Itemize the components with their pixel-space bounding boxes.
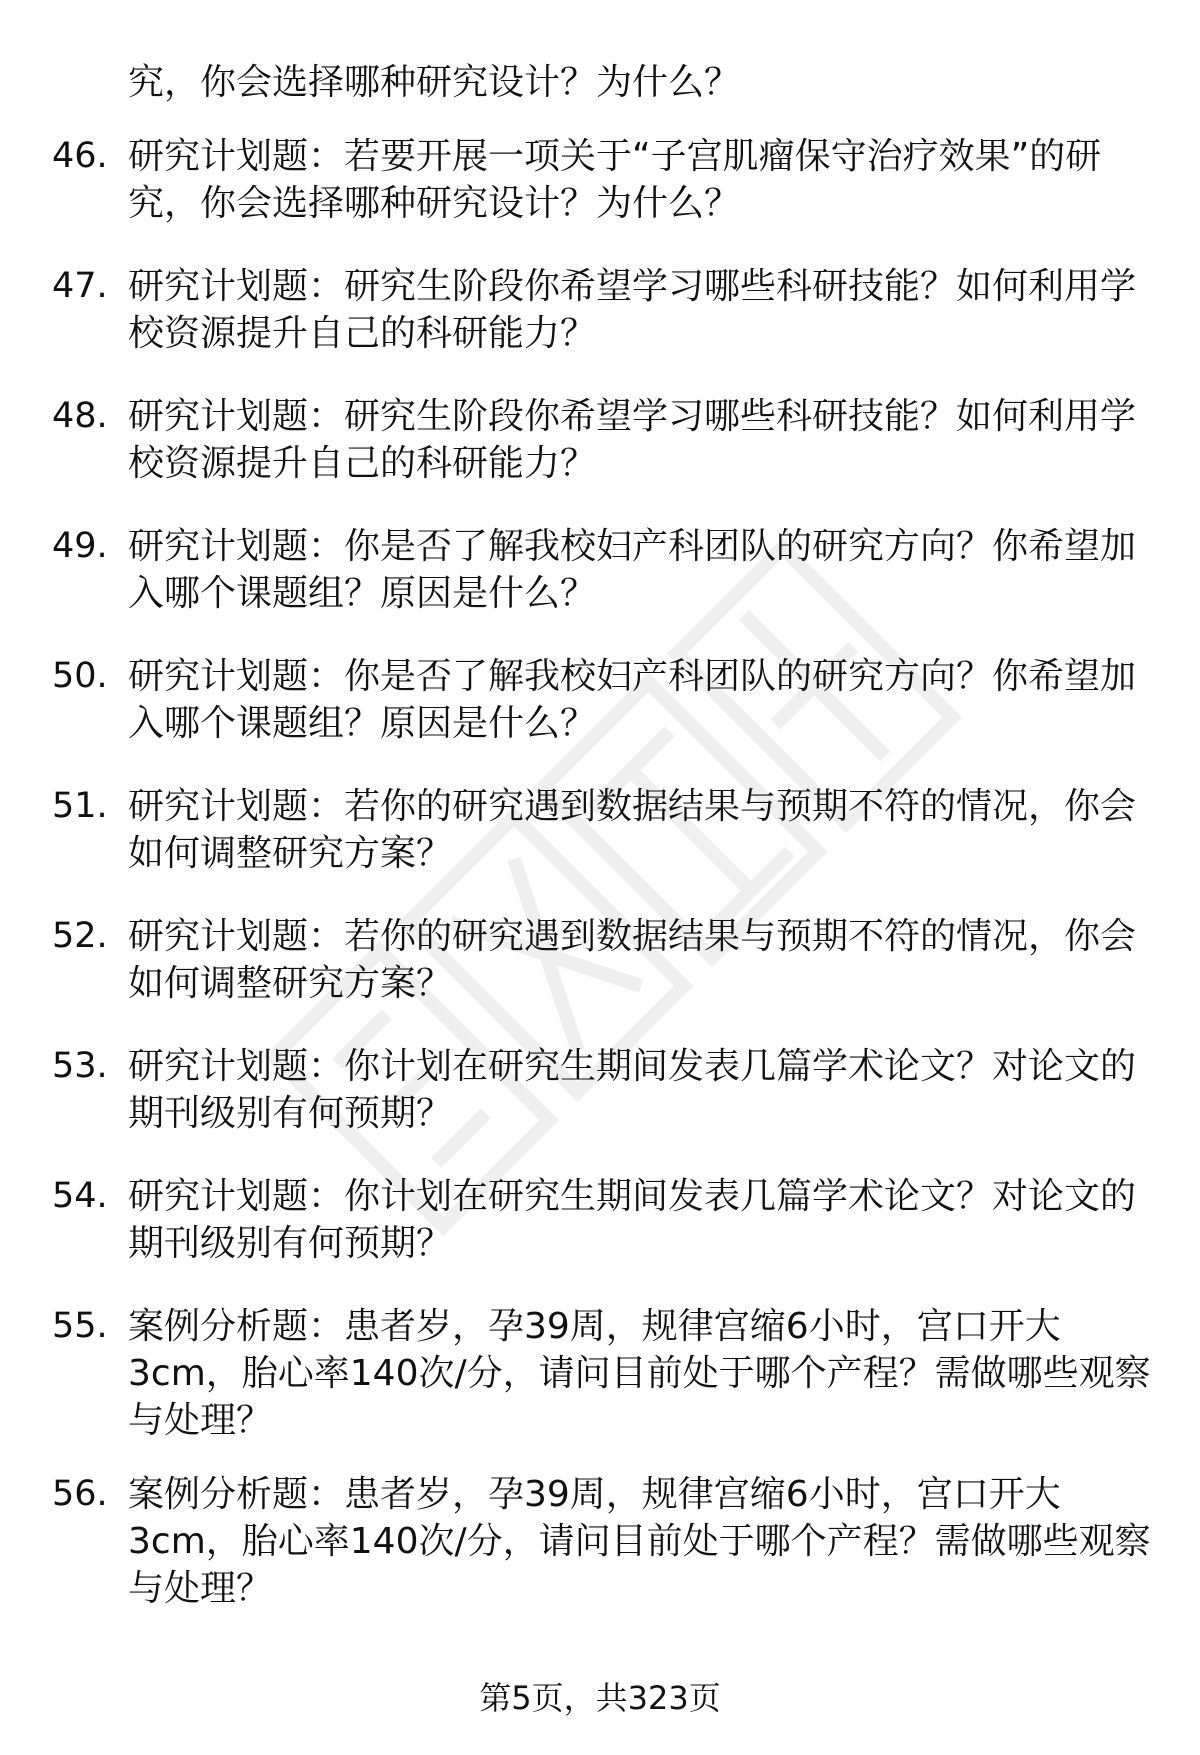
question-line: 校资源提升自己的科研能力？ [128, 313, 597, 354]
question-text [128, 1471, 1153, 1612]
question-line: 期刊级别有何预期？ [128, 1093, 453, 1134]
question-number: 56. [52, 1474, 108, 1514]
question-item [0, 1173, 1200, 1289]
question-number: 55. [52, 1306, 108, 1346]
question-line: 研究计划题：若你的研究遇到数据结果与预期不符的情况，你会 [128, 916, 1137, 957]
question-line: 校资源提升自己的科研能力？ [128, 443, 597, 484]
question-number: 54. [52, 1176, 108, 1216]
question-line: 如何调整研究方案？ [128, 963, 453, 1004]
question-line: 案例分析题：患者岁，孕39周，规律宫缩6小时，宫口开大 [128, 1306, 1061, 1347]
page-number-footer: 第5页，共323页 [479, 1679, 721, 1717]
question-number: 47. [52, 266, 108, 306]
continued-question-text: 究，你会选择哪种研究设计？为什么？ [128, 62, 741, 103]
question-item [0, 523, 1200, 639]
question-text [128, 1173, 1153, 1267]
question-line: 入哪个课题组？原因是什么？ [128, 573, 597, 614]
question-item [0, 1303, 1200, 1457]
question-text [128, 523, 1153, 617]
question-item [0, 913, 1200, 1029]
question-number: 53. [52, 1046, 108, 1086]
question-line: 如何调整研究方案？ [128, 833, 453, 874]
question-line: 研究计划题：研究生阶段你希望学习哪些科研技能？如何利用学 [128, 396, 1137, 437]
question-number: 49. [52, 526, 108, 566]
question-item [0, 1471, 1200, 1625]
question-item [0, 263, 1200, 379]
question-text [128, 393, 1153, 487]
question-text [128, 1043, 1153, 1137]
question-number: 51. [52, 786, 108, 826]
question-line: 与处理？ [128, 1568, 273, 1609]
question-line: 研究计划题：你是否了解我校妇产科团队的研究方向？你希望加 [128, 656, 1137, 697]
question-text [128, 1303, 1153, 1444]
question-text [128, 263, 1153, 357]
question-number: 52. [52, 916, 108, 956]
question-list [0, 133, 1200, 1639]
question-line: 期刊级别有何预期？ [128, 1223, 453, 1264]
question-item [0, 783, 1200, 899]
question-line: 研究计划题：你计划在研究生期间发表几篇学术论文？对论文的 [128, 1046, 1137, 1087]
question-line: 研究计划题：你是否了解我校妇产科团队的研究方向？你希望加 [128, 526, 1137, 567]
question-item [0, 393, 1200, 509]
question-number: 48. [52, 396, 108, 436]
question-line: 与处理？ [128, 1400, 273, 1441]
question-line: 入哪个课题组？原因是什么？ [128, 703, 597, 744]
question-line: 3cm，胎心率140次/分，请问目前处于哪个产程？需做哪些观察 [128, 1521, 1151, 1562]
question-number: 50. [52, 656, 108, 696]
question-line: 研究计划题：若要开展一项关于“子宫肌瘤保守治疗效果”的研 [128, 136, 1102, 177]
question-line: 案例分析题：患者岁，孕39周，规律宫缩6小时，宫口开大 [128, 1474, 1061, 1515]
question-line: 研究计划题：若你的研究遇到数据结果与预期不符的情况，你会 [128, 786, 1137, 827]
question-item [0, 1043, 1200, 1159]
question-line: 研究计划题：研究生阶段你希望学习哪些科研技能？如何利用学 [128, 266, 1137, 307]
question-text [128, 653, 1153, 747]
question-line: 3cm，胎心率140次/分，请问目前处于哪个产程？需做哪些观察 [128, 1353, 1151, 1394]
question-item [0, 133, 1200, 249]
question-text [128, 133, 1153, 227]
question-number: 46. [52, 136, 108, 176]
question-line: 研究计划题：你计划在研究生期间发表几篇学术论文？对论文的 [128, 1176, 1137, 1217]
question-text [128, 783, 1153, 877]
question-text [128, 913, 1153, 1007]
question-item [0, 653, 1200, 769]
question-line: 究，你会选择哪种研究设计？为什么？ [128, 183, 741, 224]
